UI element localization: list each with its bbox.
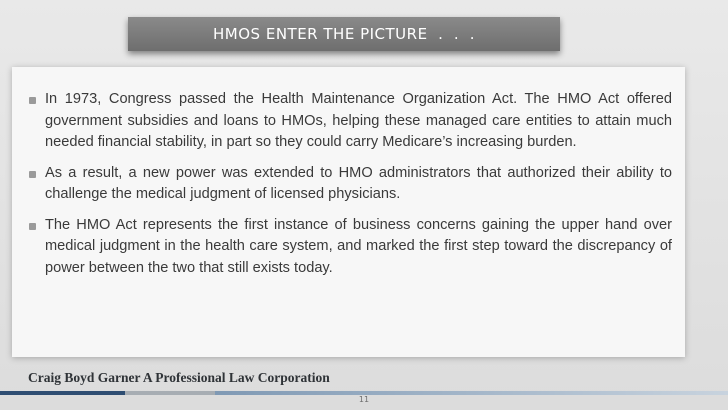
content-panel xyxy=(12,67,685,357)
bullet-marker-icon xyxy=(29,171,36,178)
page-number: 11 xyxy=(358,395,370,404)
bullet-item xyxy=(29,89,672,154)
footer-stripe-navy xyxy=(0,391,125,395)
bullet-text: In 1973, Congress passed the Health Maintenance Organization Act. The HMO Act offered government subsidies and loans to HMOs, helping these managed care entities to attain much needed financial stability, in part so they could carry Medicare’s increasing burden. xyxy=(45,91,672,150)
bullet-marker-icon xyxy=(29,223,36,230)
title-bar xyxy=(128,17,560,51)
bullet-text: The HMO Act represents the first instance of business concerns gaining the upper hand over medical judgment in the health care system, and marked the first step toward the discrepancy of power between the two that still exists today. xyxy=(45,216,672,276)
bullet-item xyxy=(29,163,672,206)
bullet-marker-icon xyxy=(29,97,36,104)
slide-title: HMOS ENTER THE PICTURE . . . xyxy=(213,24,475,43)
bullet-text: As a result, a new power was extended to HMO administrators that authorized their ability to challenge the medical judgment of licensed physicians. xyxy=(45,164,672,202)
bullet-item xyxy=(29,215,672,280)
footer-stripe-steel xyxy=(215,391,728,395)
footer-firm-name: Craig Boyd Garner A Professional Law Corporation xyxy=(28,370,330,385)
footer-stripe-gray xyxy=(125,391,215,395)
bullet-list xyxy=(29,89,672,288)
